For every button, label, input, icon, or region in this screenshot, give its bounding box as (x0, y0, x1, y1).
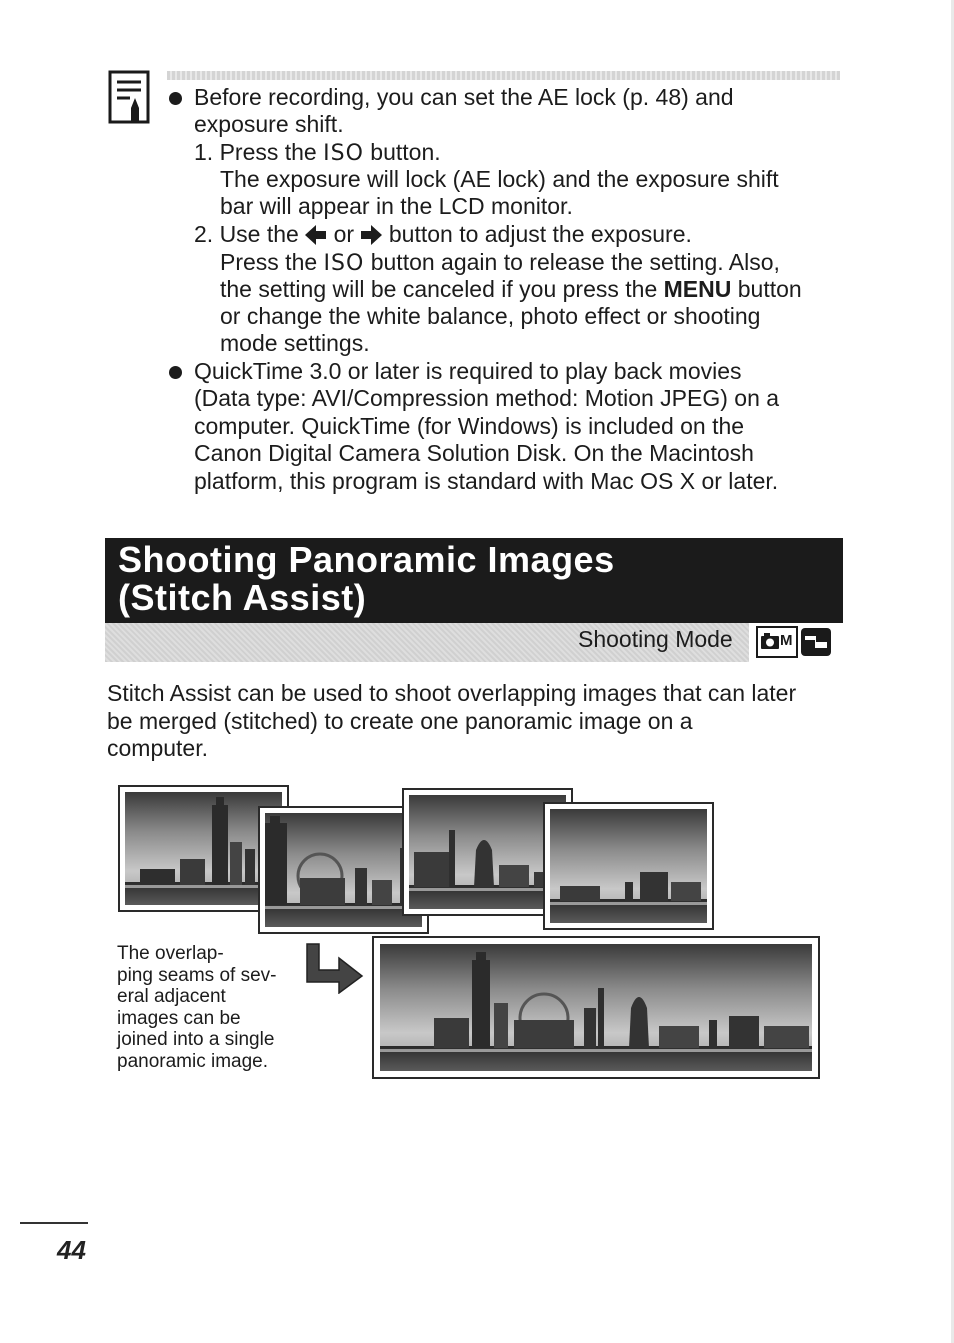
step1-line1 (194, 139, 441, 168)
step1-line3: bar will appear in the LCD monitor. (220, 193, 573, 219)
step2-line1 (194, 221, 692, 252)
step2-line3-prefix: the setting will be canceled if you press the (220, 276, 664, 302)
step1-prefix: 1. Press the (194, 139, 324, 165)
bullet-dot (169, 92, 182, 105)
camera-manual-icon (749, 623, 843, 662)
figure-caption-line5: joined into a single (117, 1029, 275, 1050)
step1-suffix: button. (363, 139, 441, 165)
shooting-mode-icons (749, 623, 843, 662)
note-bullet2-line2: (Data type: AVI/Compression method: Motion JPEG) on a (194, 385, 780, 411)
bullet-dot (169, 366, 182, 379)
step2-line3 (220, 276, 802, 304)
step2-line2 (220, 249, 780, 278)
note-rule (167, 71, 840, 80)
note-bullet1-line1: Before recording, you can set the AE lock (p. 48) and (194, 84, 734, 110)
left-arrow-icon (305, 224, 327, 252)
section-title-line2: (Stitch Assist) (118, 577, 367, 618)
shooting-mode-label: Shooting Mode (578, 626, 733, 652)
bent-arrow-icon (303, 942, 365, 999)
memo-icon (108, 70, 150, 124)
step2-line4: or change the white balance, photo effect or shooting (220, 303, 761, 329)
step2-line3-suffix: button (731, 276, 802, 302)
iso-button-label: ISO (323, 141, 364, 166)
note-bullet2-line1: QuickTime 3.0 or later is required to play back movies (194, 358, 742, 384)
intro-line3: computer. (107, 735, 208, 761)
page-number: 44 (57, 1235, 86, 1265)
intro-line1: Stitch Assist can be used to shoot overlapping images that can later (107, 680, 797, 706)
figure-caption-line4: images can be (117, 1008, 241, 1029)
figure-caption-line6: panoramic image. (117, 1051, 269, 1072)
panorama-photo (372, 936, 820, 1079)
step2-line2-prefix: Press the (220, 249, 324, 275)
note-bullet2-line4: Canon Digital Camera Solution Disk. On the Macintosh (194, 440, 754, 466)
step2-suffix: button to adjust the exposure. (382, 221, 692, 247)
step2-line5: mode settings. (220, 330, 370, 356)
stitch-photo-4 (543, 802, 714, 930)
manual-mode-letter: M (780, 632, 793, 649)
iso-button-label: ISO (323, 251, 365, 276)
note-bullet2-line3: computer. QuickTime (for Windows) is included on the (194, 413, 745, 439)
page-number-rule (20, 1222, 88, 1224)
note-bullet1-line2: exposure shift. (194, 111, 344, 137)
step2-line2-suffix: button again to release the setting. Also, (364, 249, 780, 275)
intro-line2: be merged (stitched) to create one panoramic image on a (107, 708, 693, 734)
figure-caption-line1: The overlap- (117, 943, 224, 964)
menu-button-label: MENU (663, 276, 732, 302)
figure-caption-line3: eral adjacent (117, 986, 226, 1007)
note-bullet2-line5: platform, this program is standard with Mac OS X or later. (194, 468, 779, 494)
step2-or: or (327, 221, 361, 247)
section-title-line1: Shooting Panoramic Images (118, 539, 615, 580)
figure-caption-line2: ping seams of sev- (117, 965, 277, 986)
step2-prefix: 2. Use the (194, 221, 306, 247)
right-arrow-icon (360, 224, 382, 252)
step1-line2: The exposure will lock (AE lock) and the exposure shift (220, 166, 779, 192)
